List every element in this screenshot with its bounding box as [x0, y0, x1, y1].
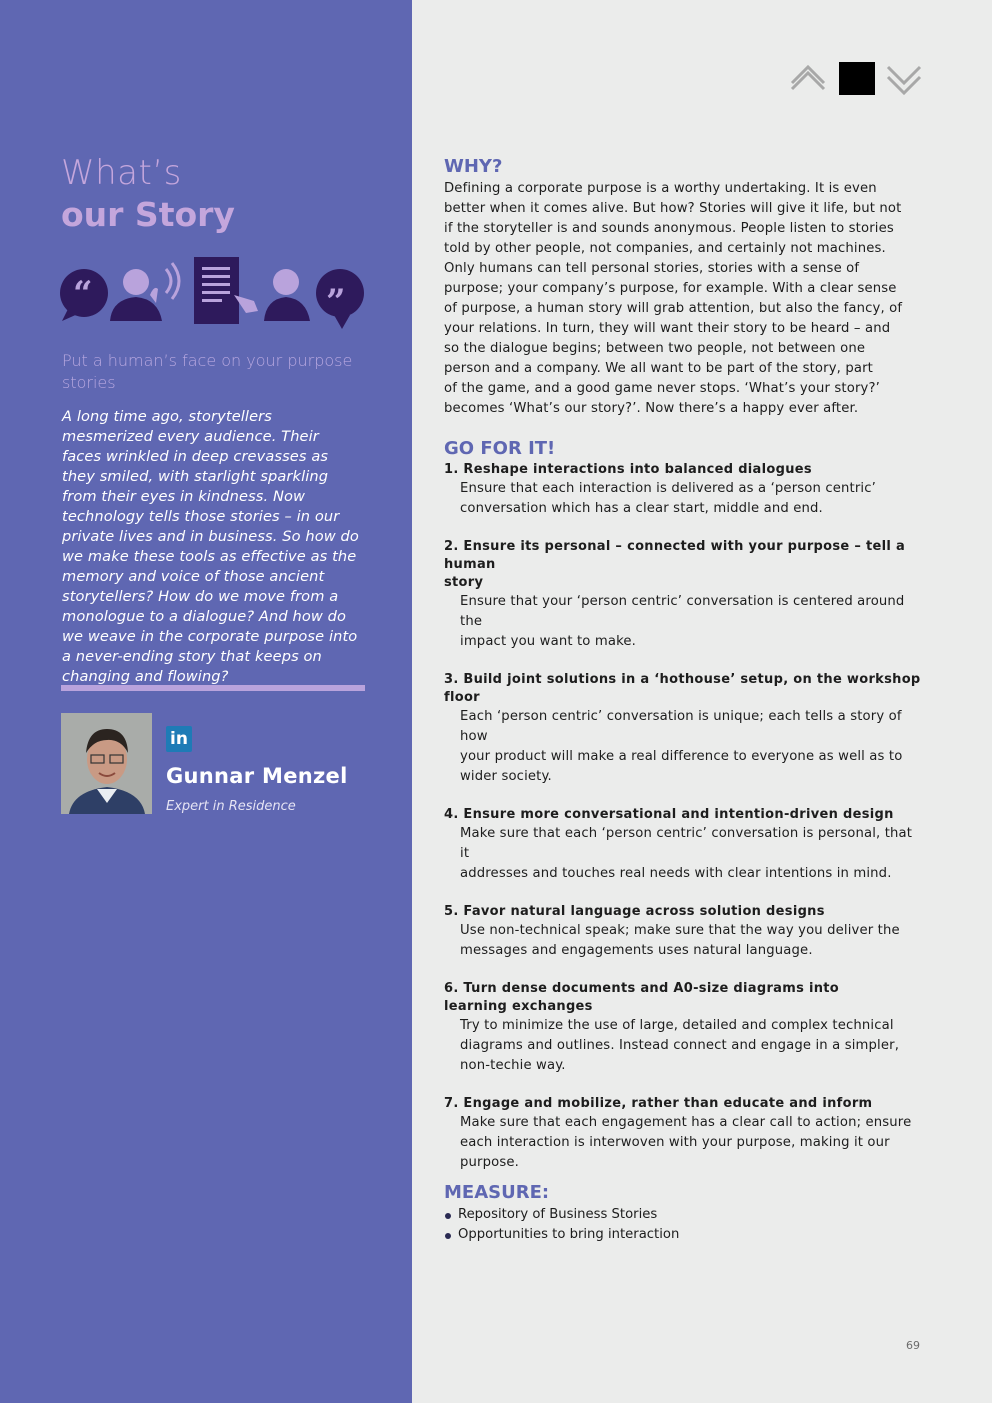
- quote-open-icon: [60, 269, 108, 321]
- author-role: Expert in Residence: [166, 799, 296, 814]
- go-item-title: 1. Reshape interactions into balanced dialogues: [444, 462, 812, 477]
- speaking-person-icon: [110, 263, 179, 321]
- author-photo: [61, 713, 152, 814]
- svg-text:”: ”: [326, 282, 346, 322]
- measure-item: Repository of Business Stories: [444, 1205, 924, 1225]
- left-panel: [0, 0, 412, 1403]
- divider: [61, 685, 365, 691]
- title-line-1: What’s: [61, 153, 182, 193]
- measure-list: [444, 1205, 924, 1245]
- go-list: [444, 461, 924, 1173]
- go-item-desc: Try to minimize the use of large, detailed and complex technical diagrams and outlines. Instead connect and engage in a simpler, non-techie way.: [460, 1018, 900, 1073]
- why-text: Defining a corporate purpose is a worthy undertaking. It is even better when it comes alive. But how? Stories will give it life, but not if the storyteller is and sounds anonymous. People listen to stories told by other people, not companies, and certainly not machines. Only humans can tell personal stories, stories with a sense of purpose; your company’s purpose, for example. With a clear sense of purpose, a human story will grab attention, but also the fancy, of your relations. In turn, they will want their story to be heard – and so the dialogue begins; between two people, not between one person and a company. We all want to be part of the story, part of the game, and a good game never stops. ‘What’s your story?’ becomes ‘What’s our story?’. Now there’s a happy ever after.: [444, 181, 903, 416]
- go-item-desc: Ensure that your ‘person centric’ conversation is centered around the impact you want to make.: [460, 594, 905, 649]
- page-marker-square[interactable]: [839, 62, 875, 95]
- main-content: [444, 155, 924, 1245]
- go-item-desc: Make sure that each engagement has a clear call to action; ensure each interaction is interwoven with your purpose, making it our purpose.: [460, 1115, 912, 1170]
- go-item: [444, 1095, 924, 1173]
- go-item-title: 4. Ensure more conversational and intention-driven design: [444, 807, 894, 822]
- go-item-title: 6. Turn dense documents and A0-size diagrams into learning exchanges: [444, 981, 840, 1014]
- chevron-down-icon[interactable]: [886, 63, 922, 95]
- go-item: [444, 903, 924, 961]
- go-item-desc: Make sure that each ‘person centric’ conversation is personal, that it addresses and touches real needs with clear intentions in mind.: [460, 826, 913, 881]
- go-heading: GO FOR IT!: [444, 438, 556, 459]
- go-item-title: 7. Engage and mobilize, rather than educate and inform: [444, 1096, 873, 1111]
- measure-heading: MEASURE:: [444, 1182, 550, 1203]
- go-item: [444, 461, 924, 519]
- linkedin-icon[interactable]: in: [166, 726, 192, 752]
- go-item-desc: Use non-technical speak; make sure that the way you deliver the messages and engagements uses natural language.: [460, 923, 900, 958]
- go-item-title: 2. Ensure its personal – connected with your purpose – tell a human story: [444, 539, 906, 590]
- go-item-desc: Ensure that each interaction is delivered as a ‘person centric’ conversation which has a clear start, middle and end.: [460, 481, 876, 516]
- page-number: 69: [906, 1339, 920, 1352]
- title-line-2: our Story: [61, 195, 235, 234]
- storytelling-illustration: [58, 255, 368, 335]
- author-name: Gunnar Menzel: [166, 764, 348, 788]
- go-item-desc: Each ‘person centric’ conversation is unique; each tells a story of how your product will make a real difference to everyone as well as to wider society.: [460, 709, 903, 784]
- listening-person-icon: [264, 269, 310, 321]
- measure-item: Opportunities to bring interaction: [444, 1225, 924, 1245]
- document-icon: [194, 257, 258, 324]
- go-item: [444, 806, 924, 884]
- why-heading: WHY?: [444, 156, 503, 177]
- go-item-title: 5. Favor natural language across solution designs: [444, 904, 825, 919]
- intro-text: A long time ago, storytellers mesmerized every audience. Their faces wrinkled in deep crevasses as they smiled, with starlight sparkling from their eyes in kindness. Now technology tells those stories – in our private lives and in business. So how do we make these tools as effective as the memory and voice of those ancient storytellers? How do we move from a monologue to a dialogue? And how do we weave in the corporate purpose into a never-ending story that keeps on changing and flowing?: [62, 408, 359, 685]
- quote-close-icon: [316, 269, 364, 329]
- go-item: [444, 980, 924, 1076]
- subtitle: Put a human’s face on your purpose stories: [62, 351, 353, 392]
- go-item: [444, 538, 924, 652]
- go-item: [444, 671, 924, 787]
- svg-text:“: “: [73, 274, 93, 314]
- go-item-title: 3. Build joint solutions in a ‘hothouse’ setup, on the workshop floor: [444, 672, 921, 705]
- chevron-up-icon[interactable]: [790, 63, 826, 95]
